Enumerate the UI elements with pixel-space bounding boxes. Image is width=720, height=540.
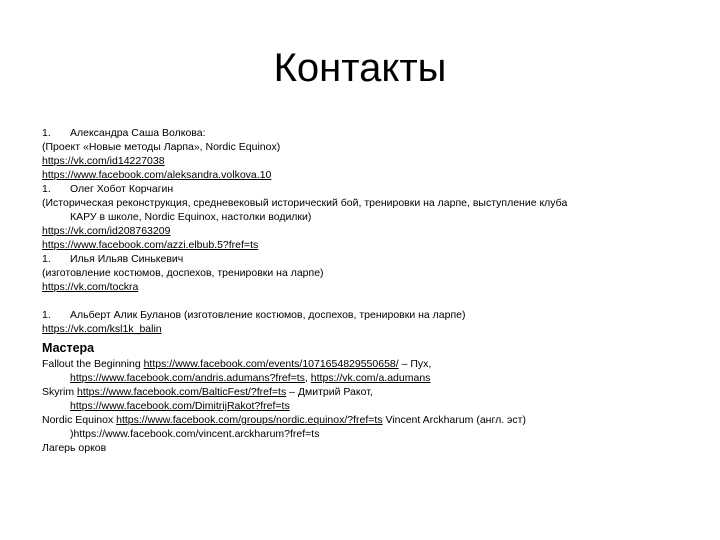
contact-link-vk[interactable]: https://vk.com/ksl1k_balin [42,323,162,335]
master-link-vk[interactable]: https://vk.com/a.adumans [310,372,431,384]
contact-description: (Историческая реконструкция, средневековый исторический бой, тренировки на ларпе, выступление клуба [42,197,568,209]
master-link-facebook[interactable]: https://www.facebook.com/DimitrijRakot?fref=ts [70,400,290,412]
list-number: 1. [42,183,51,195]
contact-name-line [42,308,692,322]
masters-heading: Мастера [42,341,95,355]
master-nordic-continued: )https://www.facebook.com/vincent.arckharum?fref=ts [70,428,320,440]
contact-description: (Проект «Новые методы Ларпа», Nordic Equinox) [42,141,281,153]
link-separator: , [304,372,311,384]
master-camp: Лагерь орков [42,442,107,454]
contact-link-vk[interactable]: https://vk.com/id14227038 [42,155,165,167]
list-number: 1. [42,127,51,139]
contact-name-line [42,182,692,196]
master-link-facebook[interactable]: https://www.facebook.com/andris.adumans?fref=ts [70,372,305,384]
spacer [42,294,692,308]
event-link[interactable]: https://www.facebook.com/events/1071654829550658/ [143,358,399,370]
event-link[interactable]: https://www.facebook.com/groups/nordic.equinox/?fref=ts [116,414,383,426]
contact-name-line [42,126,692,140]
contact-name: Альберт Алик Буланов (изготовление костюмов, доспехов, тренировки на ларпе) [70,309,466,321]
contact-description-continued: КАРУ в школе, Nordic Equinox, настолки водилки) [70,211,312,223]
game-name: Skyrim [42,386,77,398]
contact-name: Александра Саша Волкова: [70,127,206,139]
master-skyrim-links [42,399,692,413]
master-skyrim [42,385,692,399]
master-name: – Пух, [398,358,432,370]
event-link[interactable]: https://www.facebook.com/BalticFest/?fref=ts [77,386,287,398]
list-number: 1. [42,253,51,265]
master-nordic [42,413,692,427]
contact-name: Олег Хобот Корчагин [70,183,174,195]
contact-link-facebook[interactable]: https://www.facebook.com/azzi.elbub.5?fref=ts [42,239,259,251]
contact-link-facebook[interactable]: https://www.facebook.com/aleksandra.volkova.10 [42,169,272,181]
master-fallout-links [42,371,692,385]
contact-link-vk[interactable]: https://vk.com/id208763209 [42,225,171,237]
master-name: – Дмитрий Ракот, [286,386,373,398]
list-number: 1. [42,309,51,321]
master-fallout [42,357,692,371]
slide-title: Контакты [273,46,447,90]
contact-description: (изготовление костюмов, доспехов, тренировки на ларпе) [42,267,324,279]
game-name: Nordic Equinox [42,414,117,426]
master-name: Vincent Arckharum (англ. эст) [382,414,526,426]
contact-link-vk[interactable]: https://vk.com/tockra [42,281,139,293]
contact-name-line [42,252,692,266]
contact-name: Илья Ильяв Синькевич [70,253,184,265]
contacts-body [42,126,692,455]
game-name: Fallout the Beginning [42,358,144,370]
